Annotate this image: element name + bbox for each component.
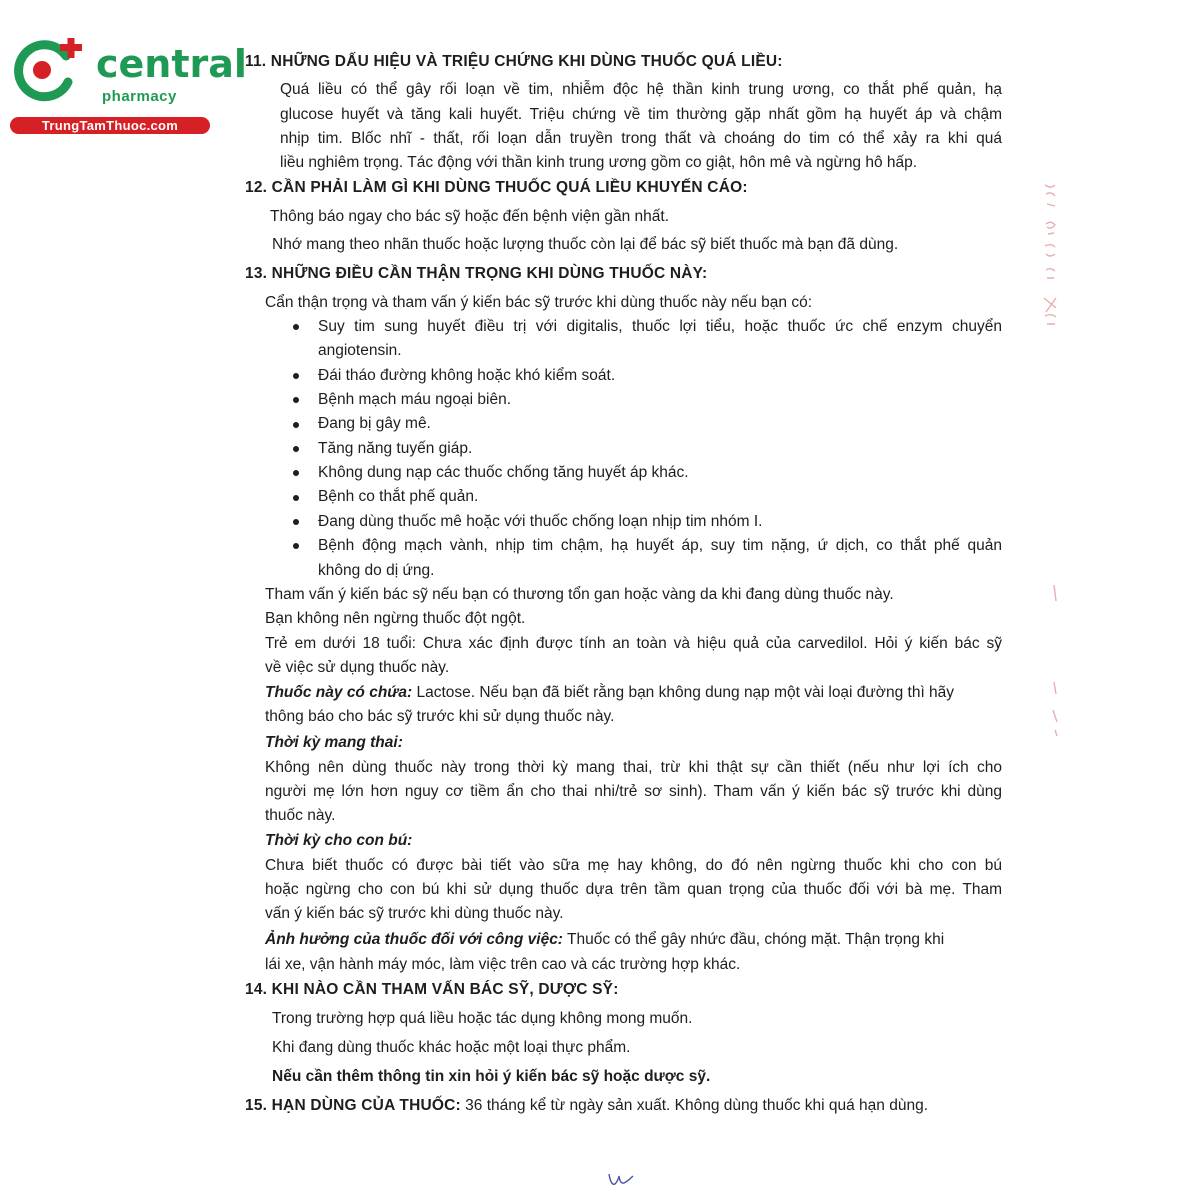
section-13-line: Tham vấn ý kiến bác sỹ nếu bạn có thương tổn gan hoặc vàng da khi đang dùng thuốc này. <box>265 586 894 603</box>
bullet-dot <box>293 422 299 428</box>
bullet-dot <box>293 446 299 452</box>
section-14-bold-line: Nếu cần thêm thông tin xin hỏi ý kiến bác sỹ hoặc dược sỹ. <box>272 1068 711 1085</box>
bullet-dot <box>293 397 299 403</box>
section-12-line: Nhớ mang theo nhãn thuốc hoặc lượng thuốc còn lại để bác sỹ biết thuốc mà bạn đã dùng. <box>272 236 899 253</box>
section-13-intro: Cẩn thận trọng và tham vấn ý kiến bác sỹ trước khi dùng thuốc này nếu bạn có: <box>265 294 812 311</box>
section-15-paragraph <box>245 1096 928 1116</box>
section-14-line: Trong trường hợp quá liều hoặc tác dụng không mong muốn. <box>272 1010 693 1027</box>
section-14-heading: 14. KHI NÀO CẦN THAM VẤN BÁC SỸ, DƯỢC SỸ: <box>245 981 619 998</box>
list-item: Bệnh co thắt phế quản. <box>318 488 479 505</box>
section-11-line: nhịp tim. Blốc nhĩ - thất, rối loạn dẫn truyền trong thất và choáng do tim có thể xảy ra khi quá <box>280 130 1002 147</box>
list-item: Không dung nạp các thuốc chống tăng huyết áp khác. <box>318 464 689 481</box>
work-effect-line: lái xe, vận hành máy móc, làm việc trên cao và các trường hợp khác. <box>265 956 741 973</box>
pregnancy-heading: Thời kỳ mang thai: <box>265 734 403 751</box>
contains-label: Thuốc này có chứa: <box>265 684 413 701</box>
bullet-dot <box>293 543 299 549</box>
bullet-dot <box>293 324 299 330</box>
bullet-dot <box>293 373 299 379</box>
signature-initial-icon <box>606 1168 636 1190</box>
logo-website-bar[interactable]: TrungTamThuoc.com <box>10 117 210 134</box>
lactation-heading: Thời kỳ cho con bú: <box>265 832 413 849</box>
margin-stamp-edge <box>1050 580 1062 740</box>
list-item-continuation: không do dị ứng. <box>318 562 435 579</box>
work-effect-text: Thuốc có thể gây nhức đầu, chóng mặt. Thận trọng khi <box>562 931 945 948</box>
section-13-line: về việc sử dụng thuốc này. <box>265 659 450 676</box>
list-item: Đang dùng thuốc mê hoặc với thuốc chống loạn nhịp tim nhóm I. <box>318 513 763 530</box>
section-11-line: glucose huyết và tăng kali huyết. Triệu chứng về tim thường gặp nhất gồm hạ huyết áp và chậm <box>280 106 1002 123</box>
bullet-dot <box>293 495 299 501</box>
margin-stamp-mark <box>1040 180 1062 340</box>
list-item: Tăng năng tuyến giáp. <box>318 440 473 457</box>
logo-wordmark: central <box>96 42 247 86</box>
contains-line: thông báo cho bác sỹ trước khi sử dụng thuốc này. <box>265 708 615 725</box>
list-item-continuation: angiotensin. <box>318 342 402 359</box>
list-item: Đái tháo đường không hoặc khó kiểm soát. <box>318 367 616 384</box>
section-11-line: liều nghiêm trọng. Tác động với thần kinh trung ương gồm co giật, hôn mê và ngừng hô hấp. <box>280 154 918 171</box>
list-item: Bệnh động mạch vành, nhịp tim chậm, hạ huyết áp, suy tim nặng, ứ dịch, co thắt phế quản <box>318 537 1002 554</box>
section-11-heading: 11. NHỮNG DẤU HIỆU VÀ TRIỆU CHỨNG KHI DÙNG THUỐC QUÁ LIỀU: <box>245 53 783 70</box>
pregnancy-line: thuốc này. <box>265 807 336 824</box>
section-14-line: Khi đang dùng thuốc khác hoặc một loại thực phẩm. <box>272 1039 631 1056</box>
lactation-line: hoặc ngừng cho con bú khi sử dụng thuốc dựa trên tầm quan trọng của thuốc đối với bà mẹ. Tham <box>265 881 1002 898</box>
section-13-heading: 13. NHỮNG ĐIỀU CẦN THẬN TRỌNG KHI DÙNG THUỐC NÀY: <box>245 265 708 282</box>
section-11-line: Quá liều có thể gây rối loạn về tim, nhiễm độc hệ thần kinh trung ương, co thắt phế quản, hạ <box>280 81 1002 98</box>
lactation-line: vấn ý kiến bác sỹ trước khi dùng thuốc này. <box>265 905 564 922</box>
work-effect-paragraph <box>265 930 944 950</box>
list-item: Suy tim sung huyết điều trị với digitalis, thuốc lợi tiểu, hoặc thuốc ức chế enzym chuyển <box>318 318 1002 335</box>
logo-subtitle: pharmacy <box>102 88 177 105</box>
pregnancy-line: người mẹ lớn hơn nguy cơ tiềm ẩn cho thai nhi/trẻ sơ sinh). Tham vấn ý kiến bác sỹ trước khi dùng <box>265 783 1002 800</box>
pregnancy-line: Không nên dùng thuốc này trong thời kỳ mang thai, trừ khi thật sự cần thiết (nếu như lợi ích cho <box>265 759 1002 776</box>
work-effect-label: Ảnh hưởng của thuốc đối với công việc: <box>265 931 563 948</box>
section-13-line: Bạn không nên ngừng thuốc đột ngột. <box>265 610 526 627</box>
section-13-line: Trẻ em dưới 18 tuổi: Chưa xác định được tính an toàn và hiệu quả của carvedilol. Hỏi ý kiến bác sỹ <box>265 635 1002 652</box>
bullet-dot <box>293 470 299 476</box>
list-item: Đang bị gây mê. <box>318 415 431 432</box>
section-12-heading: 12. CẦN PHẢI LÀM GÌ KHI DÙNG THUỐC QUÁ LIỀU KHUYẾN CÁO: <box>245 179 748 196</box>
section-12-line: Thông báo ngay cho bác sỹ hoặc đến bệnh viện gần nhất. <box>270 208 669 225</box>
list-item: Bệnh mạch máu ngoại biên. <box>318 391 512 408</box>
lactation-line: Chưa biết thuốc có được bài tiết vào sữa mẹ hay không, do đó nên ngừng thuốc khi cho con bú <box>265 857 1002 874</box>
contains-paragraph <box>265 683 954 703</box>
section-15-heading: 15. HẠN DÙNG CỦA THUỐC: <box>245 1097 461 1114</box>
section-15-text: 36 tháng kể từ ngày sản xuất. Không dùng thuốc khi quá hạn dùng. <box>460 1097 928 1114</box>
bullet-dot <box>293 519 299 525</box>
contains-text: Lactose. Nếu bạn đã biết rằng bạn không dung nạp một vài loại đường thì hãy <box>412 684 955 701</box>
